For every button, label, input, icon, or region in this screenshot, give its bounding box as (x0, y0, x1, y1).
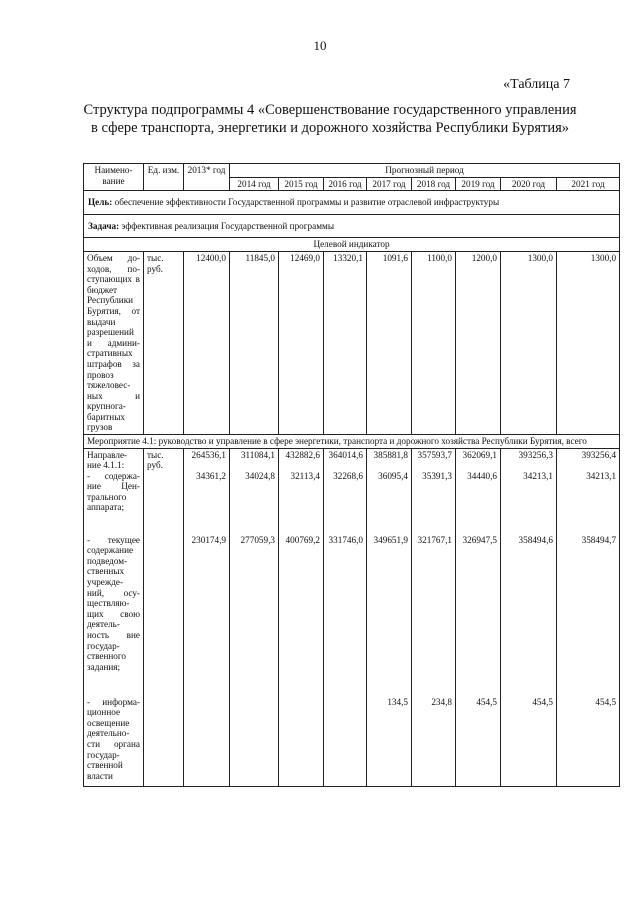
central-value: 36095,4 (378, 470, 408, 481)
central-value: 32268,6 (333, 470, 363, 481)
header-row-1 (84, 164, 620, 178)
goal-text: обеспечение эффективности Государственной программы и развитие отраслевой инфраструктуры (112, 197, 500, 208)
indicator-unit: тыс. руб. (144, 251, 184, 434)
year-cell: 2015 год (279, 177, 324, 191)
current-value: 230174,9 (191, 534, 226, 545)
subprogram-table (83, 163, 620, 787)
measure-text: Мероприятие 4.1: руководство и управление в сфере энергетики, транспорта и дорожного хозяйства Республики Бурятия, всего (84, 435, 620, 449)
total-value: 362069,1 (462, 449, 497, 460)
direction-col (367, 448, 412, 786)
current-value: 277059,3 (240, 534, 275, 545)
year-cell: 2014 год (230, 177, 279, 191)
direction-col (324, 448, 367, 786)
year-cell: 2016 год (324, 177, 367, 191)
current-value: 400769,2 (285, 534, 320, 545)
total-value: 357593,7 (417, 449, 452, 460)
header-unit: Ед. изм. (144, 164, 184, 191)
indicator-value: 1100,0 (412, 251, 456, 434)
header-forecast: Прогнозный период (230, 164, 620, 178)
table-tag: «Таблица 7 (503, 77, 570, 92)
central-value: 34213,1 (523, 470, 553, 481)
current-value: 326947,5 (462, 534, 497, 545)
indicator-header: Целевой индикатор (84, 238, 620, 252)
total-value: 264536,1 (191, 449, 226, 460)
direction-col (557, 448, 620, 786)
current-value: 358494,7 (581, 534, 617, 545)
total-value: 393256,3 (518, 449, 553, 460)
task-row (84, 214, 620, 238)
indicator-value: 12400,0 (184, 251, 230, 434)
central-value: 35391,3 (422, 470, 452, 481)
central-value: 34440,6 (467, 470, 497, 481)
info-value: 454,5 (532, 696, 553, 707)
task-text: эффективная реализация Государственной программы (119, 220, 334, 231)
indicator-value: 11845,0 (230, 251, 279, 434)
direction-name-cell (84, 448, 144, 786)
indicator-row (84, 251, 620, 434)
total-value: 393256,4 (581, 449, 617, 460)
direction-info: - информа-ционное освещение деятельно-сти органа государ-ственной власти (87, 696, 140, 781)
year-cell: 2017 год (367, 177, 412, 191)
total-value: 385881,8 (373, 449, 408, 460)
goal-label: Цель: (88, 197, 113, 208)
direction-col (279, 448, 324, 786)
total-value: 311084,1 (240, 449, 275, 460)
indicator-value: 13320,1 (324, 251, 367, 434)
year-cell: 2021 год (557, 177, 620, 191)
central-value: 32113,4 (290, 470, 320, 481)
year-cell: 2018 год (412, 177, 456, 191)
current-value: 321767,1 (417, 534, 452, 545)
central-value: 34361,2 (196, 470, 226, 481)
central-value: 34024,8 (245, 470, 275, 481)
header-name: Наимено-вание (84, 164, 144, 191)
current-value: 358494,6 (518, 534, 553, 545)
info-value (187, 697, 226, 785)
direction-col (184, 448, 230, 786)
indicator-name: Объем до-ходов, по-ступающих в бюджет Республики Бурятия, от выдачи разрешений и админи-стративных штрафов за провоз тяжеловес-ных и крупнога-баритных грузов (84, 251, 144, 434)
year-cell: 2020 год (501, 177, 557, 191)
direction-current: - текущее содержание подведом-ственных учрежде-ний, осу-ществляю-щих свою деятель-ность вне государ-ственного задания; (87, 534, 140, 672)
header-base-year: 2013* год (184, 164, 230, 191)
measure-row (84, 435, 620, 449)
task-label: Задача: (88, 220, 120, 231)
total-value: 432882,6 (285, 449, 320, 460)
direction-col (501, 448, 557, 786)
direction-central: - содержа-ние Цен-трального аппарата; (87, 470, 140, 513)
total-value: 364014,6 (328, 449, 363, 460)
indicator-header-row (84, 238, 620, 252)
info-value: 134,5 (387, 696, 408, 707)
page-number: 10 (313, 38, 327, 53)
info-value: 454,5 (476, 696, 497, 707)
page-title: Структура подпрограммы 4 «Совершенствование государственного управления в сфере транспорта, энергетики и дорожного хозяйства Республики Бурятия» (83, 102, 577, 136)
current-value: 349651,9 (373, 534, 408, 545)
indicator-value: 1300,0 (557, 251, 620, 434)
current-value: 331746,0 (328, 534, 363, 545)
direction-col (230, 448, 279, 786)
direction-col (412, 448, 456, 786)
direction-unit: тыс. руб. (144, 448, 184, 786)
info-value: 234,8 (431, 696, 452, 707)
indicator-value: 1091,6 (367, 251, 412, 434)
indicator-value: 12469,0 (279, 251, 324, 434)
indicator-value: 1300,0 (501, 251, 557, 434)
direction-title: Направле-ние 4.1.1: (87, 449, 128, 471)
goal-row (84, 191, 620, 215)
direction-row (84, 448, 620, 786)
year-cell: 2019 год (456, 177, 501, 191)
direction-col (456, 448, 501, 786)
central-value: 34213,1 (586, 470, 617, 481)
indicator-value: 1200,0 (456, 251, 501, 434)
info-value: 454,5 (595, 696, 617, 707)
